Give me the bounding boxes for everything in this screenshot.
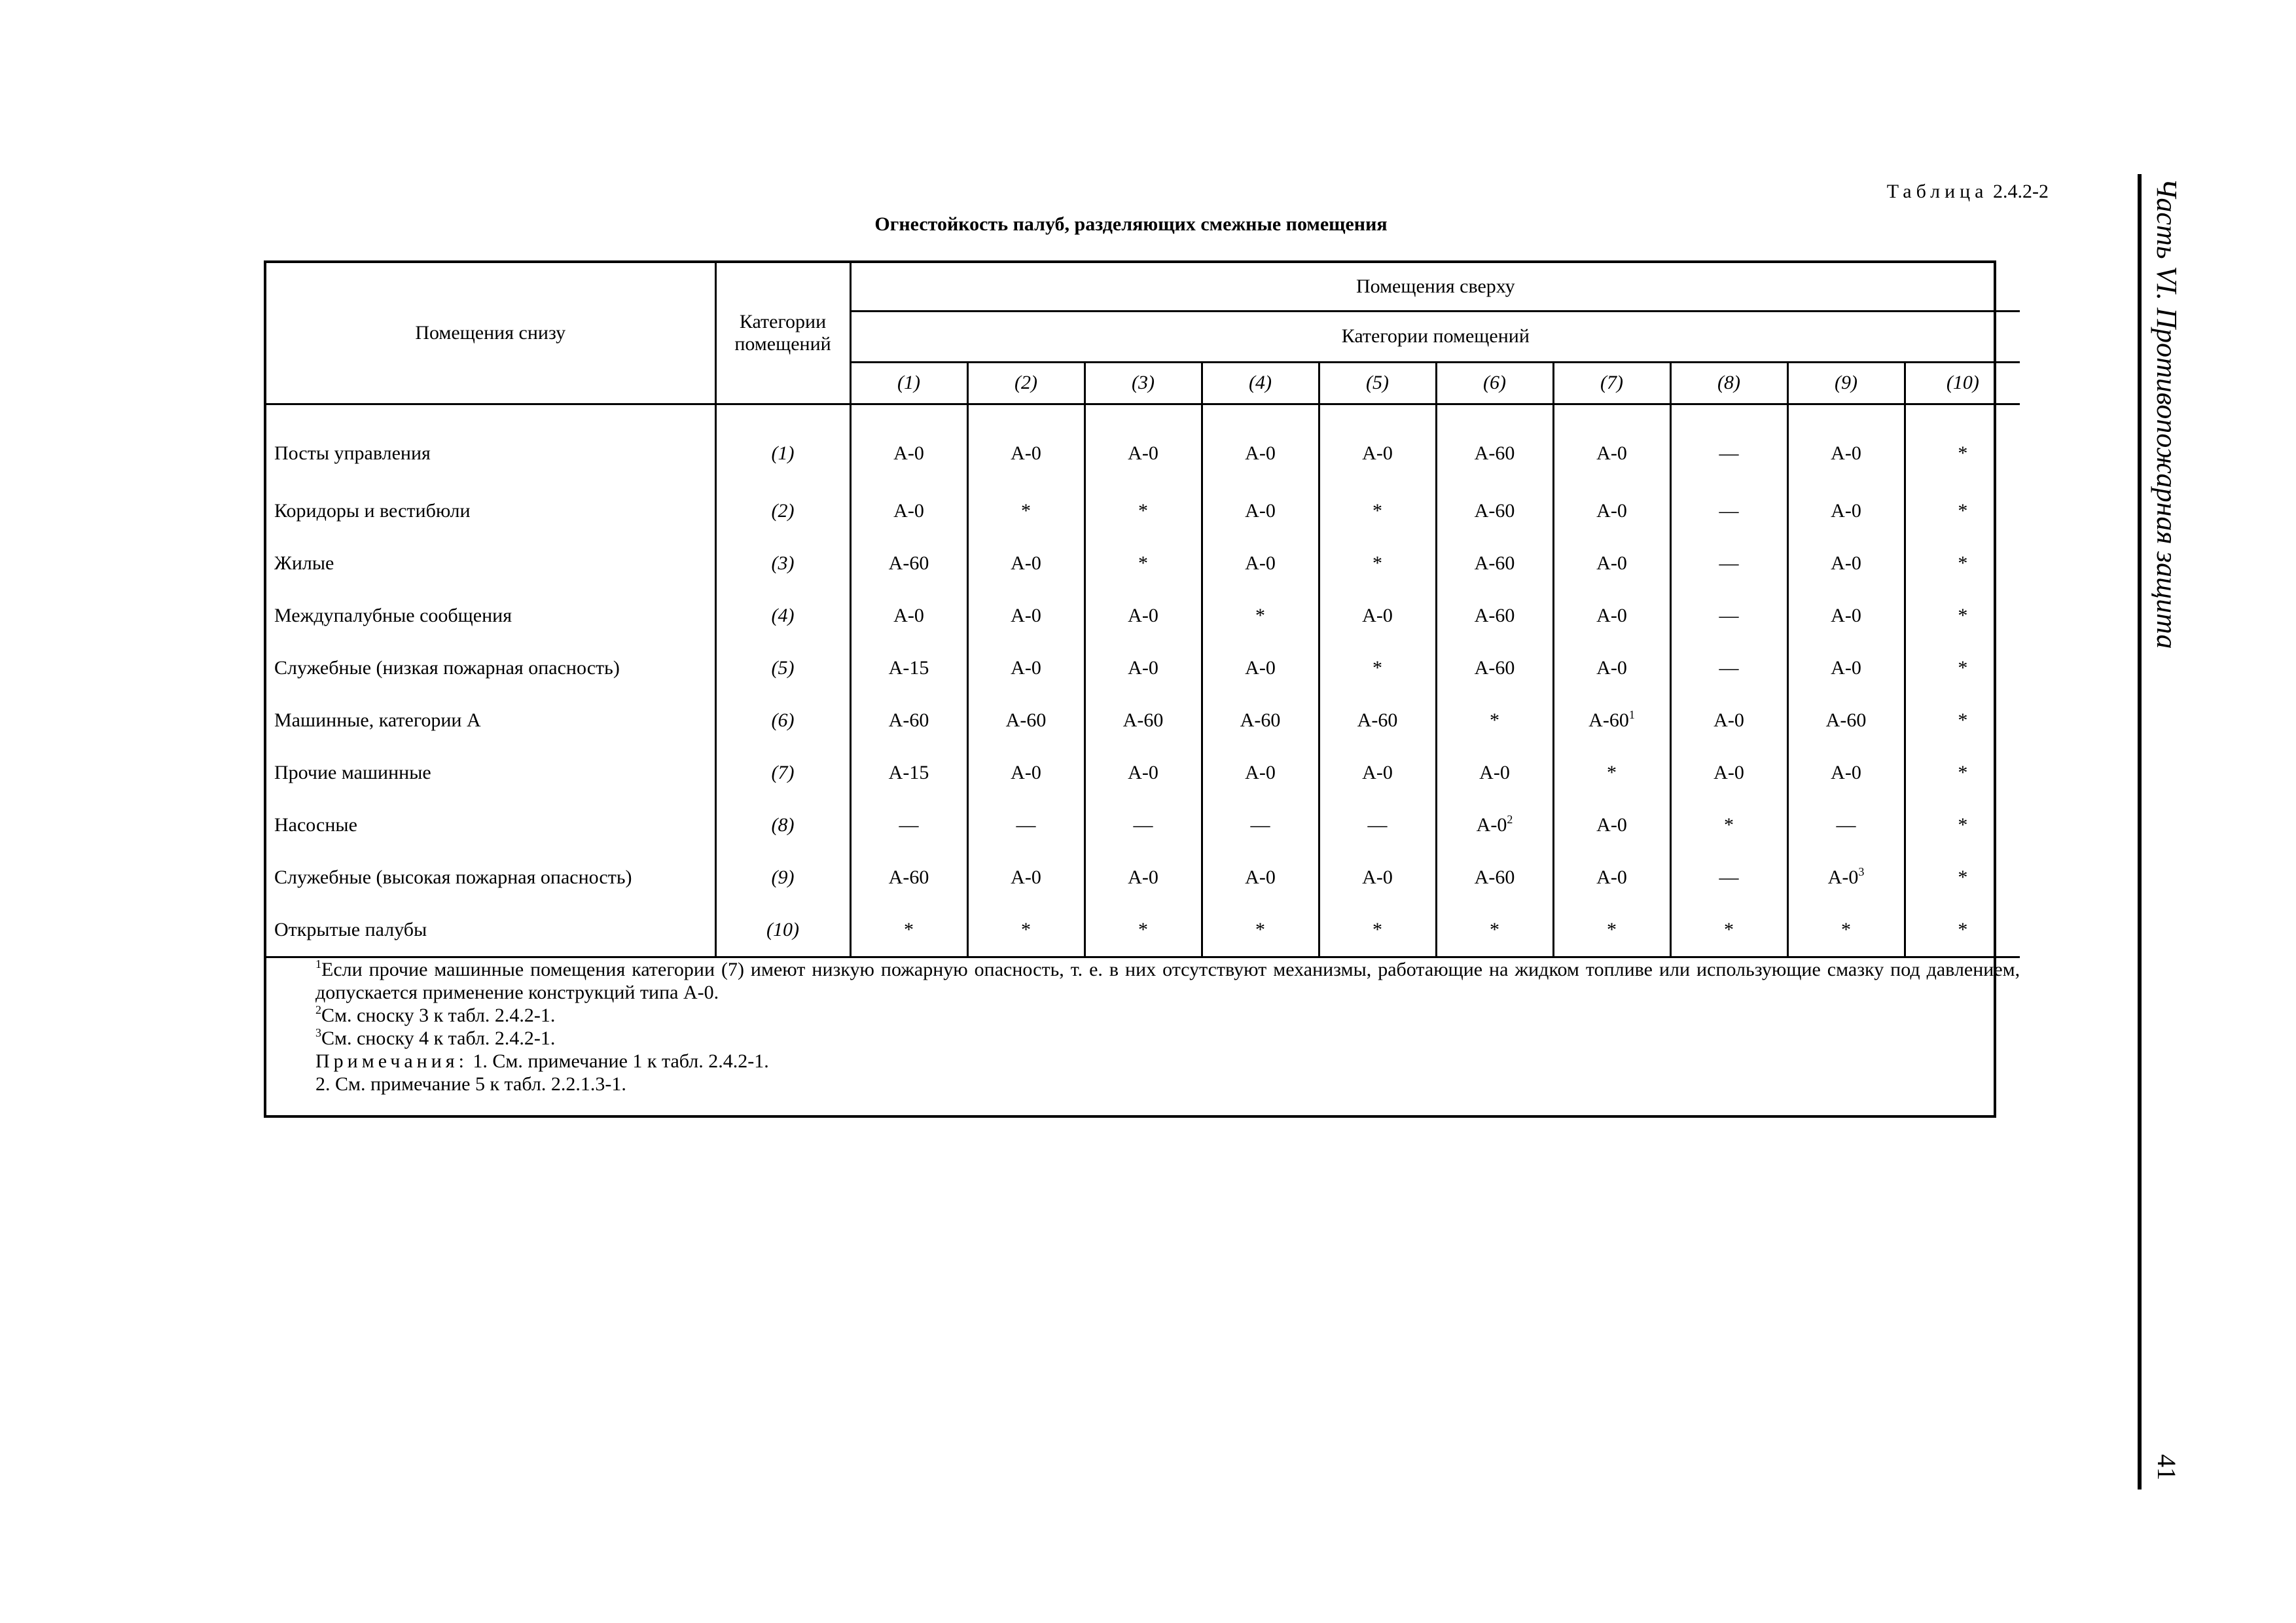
table-label-number: 2.4.2-2 xyxy=(1993,181,2049,202)
header-number: (2) xyxy=(967,362,1085,404)
cell-value: A-0 xyxy=(1011,866,1041,888)
table-cell xyxy=(1202,537,1319,590)
cell-value: A-0 xyxy=(1245,866,1276,888)
table-cell xyxy=(1319,485,1436,537)
table-cell xyxy=(967,642,1085,694)
row-category: (8) xyxy=(715,799,850,851)
table-cell xyxy=(850,904,967,957)
table-cell xyxy=(1670,485,1787,537)
cell-value: A-60 xyxy=(1005,709,1047,731)
table-cell xyxy=(1553,642,1670,694)
row-name: Посты управления xyxy=(274,442,431,464)
cell-value: A-0 xyxy=(1596,813,1627,836)
cell-value: * xyxy=(1021,499,1031,522)
table-cell xyxy=(1905,485,2020,537)
table-cell xyxy=(1787,590,1905,642)
header-number: (10) xyxy=(1905,362,2020,404)
header-number: (7) xyxy=(1553,362,1670,404)
row-name: Открытые палубы xyxy=(266,904,715,957)
table-row xyxy=(266,485,2020,537)
cell-value: — xyxy=(1367,813,1388,836)
header-room-categories: Категории помещений xyxy=(850,311,2020,362)
cell-value: * xyxy=(1724,813,1734,836)
cell-value: A-0 xyxy=(1128,761,1158,783)
table-cell xyxy=(967,404,1085,485)
table-cell xyxy=(1670,747,1787,799)
header-number: (8) xyxy=(1670,362,1787,404)
cell-value: * xyxy=(1372,918,1382,940)
cell-value: A-0 xyxy=(1479,761,1510,783)
cell-value: A-60 xyxy=(1474,866,1515,888)
cell-value: A-0 xyxy=(1831,656,1861,679)
cell-value: A-60 xyxy=(1474,552,1515,574)
cell-value: A-0 xyxy=(1831,761,1861,783)
cell-value: — xyxy=(1133,813,1153,836)
table-cell xyxy=(1319,642,1436,694)
table-cell xyxy=(850,404,967,485)
cell-value: * xyxy=(904,918,914,940)
footnote-marker: 3 xyxy=(1858,865,1865,878)
cell-value: * xyxy=(1724,918,1734,940)
cell-value: A-15 xyxy=(888,761,929,783)
table-cell xyxy=(967,904,1085,957)
table-cell xyxy=(967,799,1085,851)
table-row xyxy=(266,590,2020,642)
cell-value: A-0 xyxy=(1831,442,1861,464)
cell-value: * xyxy=(1372,656,1382,679)
header-number: (1) xyxy=(850,362,967,404)
table-cell xyxy=(1553,747,1670,799)
cell-value: A-0 xyxy=(1245,499,1276,522)
table-cell xyxy=(1085,851,1202,904)
remark-1 xyxy=(266,1050,2020,1073)
cell-value: A-0 xyxy=(1245,442,1276,464)
table-row xyxy=(266,904,2020,957)
table-cell xyxy=(1670,904,1787,957)
header-number: (5) xyxy=(1319,362,1436,404)
cell-value: A-0 xyxy=(1011,552,1041,574)
cell-value: A-0 xyxy=(893,604,924,626)
cell-value: A-60 xyxy=(1474,656,1515,679)
table-cell xyxy=(1553,799,1670,851)
table-row xyxy=(266,851,2020,904)
table-cell xyxy=(850,799,967,851)
table-cell xyxy=(1670,642,1787,694)
cell-value: — xyxy=(1719,656,1739,679)
cell-value: A-0 xyxy=(1011,442,1041,464)
row-name: Прочие машинные xyxy=(274,761,431,783)
table-cell xyxy=(1319,590,1436,642)
table-cell xyxy=(1202,590,1319,642)
table-cell xyxy=(1319,694,1436,747)
table-cell xyxy=(1202,485,1319,537)
table-cell xyxy=(1085,642,1202,694)
table-cell xyxy=(850,590,967,642)
table-cell xyxy=(1436,537,1553,590)
table-cell xyxy=(1787,404,1905,485)
table-cell xyxy=(1905,851,2020,904)
row-category: (6) xyxy=(715,694,850,747)
table-cell xyxy=(1905,799,2020,851)
cell-value: A-0 xyxy=(893,442,924,464)
table-cell xyxy=(1670,590,1787,642)
cell-value: * xyxy=(1490,709,1499,731)
table-cell xyxy=(1905,642,2020,694)
cell-value: — xyxy=(1719,552,1739,574)
table-body xyxy=(266,404,2020,957)
cell-value: * xyxy=(1958,813,1968,836)
cell-value: * xyxy=(1958,552,1968,574)
row-category: (9) xyxy=(715,851,850,904)
row-name: Служебные (высокая пожарная опасность) xyxy=(274,866,632,888)
table-label-word: Таблица xyxy=(1886,181,1988,202)
row-name: Служебные (низкая пожарная опасность) xyxy=(274,656,620,679)
table-title: Огнестойкость палуб, разделяющих смежные помещения xyxy=(874,213,1388,235)
table-row xyxy=(266,694,2020,747)
table-cell xyxy=(1085,485,1202,537)
table-cell xyxy=(1787,799,1905,851)
row-name: Жилые xyxy=(274,552,334,574)
cell-value: * xyxy=(1138,499,1148,522)
cell-value: A-60 xyxy=(1122,709,1164,731)
cell-value: A-60 xyxy=(888,552,929,574)
cell-value: * xyxy=(1958,442,1968,464)
cell-value: A-0 xyxy=(1476,813,1507,836)
table-cell xyxy=(850,642,967,694)
remark-label: Примечания: xyxy=(315,1050,468,1072)
table-cell xyxy=(850,851,967,904)
row-name: Междупалубные сообщения xyxy=(274,604,512,626)
table-cell xyxy=(1436,747,1553,799)
header-number: (9) xyxy=(1787,362,1905,404)
header-number: (3) xyxy=(1085,362,1202,404)
footnote-text: См. сноску 4 к табл. 2.4.2-1. xyxy=(321,1027,556,1049)
header-number: (4) xyxy=(1202,362,1319,404)
cell-value: A-0 xyxy=(1831,604,1861,626)
table-row xyxy=(266,404,2020,485)
cell-value: * xyxy=(1607,918,1617,940)
table-cell xyxy=(1670,694,1787,747)
footnote-text: См. сноску 3 к табл. 2.4.2-1. xyxy=(321,1004,556,1026)
footnote-3 xyxy=(266,1027,2020,1050)
cell-value: A-0 xyxy=(1596,866,1627,888)
cell-value: A-0 xyxy=(1596,499,1627,522)
cell-value: A-60 xyxy=(1474,604,1515,626)
cell-value: A-60 xyxy=(1474,442,1515,464)
row-category: (7) xyxy=(715,747,850,799)
cell-value: * xyxy=(1255,604,1265,626)
table-cell xyxy=(1553,537,1670,590)
table-cell xyxy=(1085,799,1202,851)
table-cell xyxy=(1436,404,1553,485)
table-row xyxy=(266,799,2020,851)
footnote-marker: 1 xyxy=(315,957,321,971)
table-cell xyxy=(1553,694,1670,747)
cell-value: * xyxy=(1958,918,1968,940)
header-rooms-below: Помещения снизу xyxy=(266,263,715,404)
cell-value: * xyxy=(1958,499,1968,522)
cell-value: A-0 xyxy=(1011,761,1041,783)
table-cell xyxy=(1085,694,1202,747)
cell-value: * xyxy=(1255,918,1265,940)
cell-value: * xyxy=(1958,866,1968,888)
cell-value: — xyxy=(1719,866,1739,888)
cell-value: — xyxy=(1016,813,1036,836)
table-cell xyxy=(1085,537,1202,590)
cell-value: A-0 xyxy=(1011,604,1041,626)
table-cell xyxy=(1787,904,1905,957)
cell-value: — xyxy=(899,813,919,836)
cell-value: A-0 xyxy=(1362,866,1393,888)
remark-2: 2. См. примечание 5 к табл. 2.2.1.3-1. xyxy=(315,1073,626,1095)
table-cell xyxy=(1670,537,1787,590)
cell-value: A-0 xyxy=(1596,552,1627,574)
cell-value: — xyxy=(1719,442,1739,464)
side-title: Часть VI. Противопожарная защита xyxy=(2151,178,2183,649)
margin-rule xyxy=(2138,174,2142,1489)
cell-value: * xyxy=(1372,552,1382,574)
cell-value: A-0 xyxy=(1362,604,1393,626)
table-cell xyxy=(1319,904,1436,957)
table-row xyxy=(266,537,2020,590)
cell-value: A-0 xyxy=(1128,604,1158,626)
table-cell xyxy=(1202,642,1319,694)
footnote-marker: 3 xyxy=(315,1026,321,1039)
table-cell xyxy=(1787,485,1905,537)
table-cell xyxy=(1085,747,1202,799)
cell-value: * xyxy=(1372,499,1382,522)
table-notes xyxy=(266,957,2020,1096)
table-cell xyxy=(967,485,1085,537)
table-cell xyxy=(1670,851,1787,904)
table-cell xyxy=(967,537,1085,590)
remark-text: 1. См. примечание 1 к табл. 2.4.2-1. xyxy=(473,1050,769,1072)
cell-value: A-0 xyxy=(1128,656,1158,679)
table-cell xyxy=(850,485,967,537)
cell-value: * xyxy=(1138,552,1148,574)
table-cell xyxy=(1436,799,1553,851)
table-cell xyxy=(1202,904,1319,957)
table-row xyxy=(266,642,2020,694)
cell-value: * xyxy=(1958,761,1968,783)
cell-value: A-0 xyxy=(1245,552,1276,574)
table-cell xyxy=(1553,904,1670,957)
cell-value: * xyxy=(1958,709,1968,731)
row-category: (2) xyxy=(715,485,850,537)
table-cell xyxy=(1553,590,1670,642)
footnote-2 xyxy=(266,1004,2020,1027)
table-cell xyxy=(1202,747,1319,799)
cell-value: — xyxy=(1836,813,1856,836)
cell-value: A-0 xyxy=(1827,866,1859,888)
table-cell xyxy=(1905,904,2020,957)
cell-value: A-60 xyxy=(1474,499,1515,522)
table-grid xyxy=(266,263,2020,1096)
cell-value: A-60 xyxy=(1240,709,1281,731)
header-number: (6) xyxy=(1436,362,1553,404)
table-cell xyxy=(1905,694,2020,747)
table-cell xyxy=(1202,404,1319,485)
cell-value: A-0 xyxy=(893,499,924,522)
table-cell xyxy=(1553,404,1670,485)
row-name: Машинные, категории А xyxy=(274,709,481,731)
table-cell xyxy=(967,590,1085,642)
cell-value: A-60 xyxy=(888,866,929,888)
cell-value: A-60 xyxy=(1825,709,1867,731)
cell-value: * xyxy=(1138,918,1148,940)
table-cell xyxy=(967,851,1085,904)
table-cell xyxy=(1319,537,1436,590)
cell-value: A-15 xyxy=(888,656,929,679)
cell-value: A-0 xyxy=(1128,442,1158,464)
table-cell xyxy=(1436,851,1553,904)
cell-value: A-0 xyxy=(1011,656,1041,679)
row-category: (4) xyxy=(715,590,850,642)
table-cell xyxy=(1787,747,1905,799)
table-cell xyxy=(1905,590,2020,642)
table-cell xyxy=(1787,694,1905,747)
cell-value: — xyxy=(1250,813,1270,836)
table-cell xyxy=(1905,404,2020,485)
table-cell xyxy=(1319,799,1436,851)
cell-value: A-0 xyxy=(1596,442,1627,464)
cell-value: A-0 xyxy=(1831,552,1861,574)
table-cell xyxy=(1553,851,1670,904)
row-category: (1) xyxy=(715,404,850,485)
footnote-marker: 2 xyxy=(315,1003,321,1016)
table-cell xyxy=(1787,642,1905,694)
cell-value: A-0 xyxy=(1362,442,1393,464)
cell-value: * xyxy=(1021,918,1031,940)
table-cell xyxy=(1436,485,1553,537)
table-cell xyxy=(1787,537,1905,590)
cell-value: A-0 xyxy=(1596,604,1627,626)
cell-value: — xyxy=(1719,499,1739,522)
table-cell xyxy=(1202,851,1319,904)
table-cell xyxy=(1436,642,1553,694)
footnote-text: Если прочие машинные помещения категории (7) имеют низкую пожарную опасность, т. е. в них отсутствуют механизмы, работающие на жидком топливе или использующие смазку под давлением, допускается применение конструкций типа А-0. xyxy=(315,958,2020,1003)
cell-value: — xyxy=(1719,604,1739,626)
row-name: Насосные xyxy=(274,813,357,836)
cell-value: A-0 xyxy=(1362,761,1393,783)
table-cell xyxy=(850,694,967,747)
table-cell xyxy=(1670,799,1787,851)
cell-value: * xyxy=(1490,918,1499,940)
footnote-1 xyxy=(266,958,2020,1004)
cell-value: * xyxy=(1958,604,1968,626)
cell-value: A-0 xyxy=(1831,499,1861,522)
cell-value: A-0 xyxy=(1713,761,1744,783)
cell-value: A-0 xyxy=(1245,656,1276,679)
cell-value: * xyxy=(1958,656,1968,679)
table-cell xyxy=(1202,799,1319,851)
table-cell xyxy=(850,537,967,590)
table-cell xyxy=(967,694,1085,747)
cell-value: A-60 xyxy=(1357,709,1398,731)
cell-value: A-60 xyxy=(888,709,929,731)
row-category: (5) xyxy=(715,642,850,694)
table-cell xyxy=(967,747,1085,799)
table-label xyxy=(1767,181,2049,203)
cell-value: A-0 xyxy=(1128,866,1158,888)
header-rooms-above: Помещения сверху xyxy=(850,263,2020,311)
table-cell xyxy=(1085,904,1202,957)
table-row xyxy=(266,747,2020,799)
table-cell xyxy=(1085,590,1202,642)
table-cell xyxy=(1319,851,1436,904)
table-cell xyxy=(1905,747,2020,799)
footnote-marker: 1 xyxy=(1628,707,1635,721)
table-cell xyxy=(1319,747,1436,799)
table-header xyxy=(266,263,2020,404)
page-number: 41 xyxy=(2152,1454,2181,1480)
table-cell xyxy=(1202,694,1319,747)
cell-value: A-0 xyxy=(1713,709,1744,731)
row-category: (3) xyxy=(715,537,850,590)
table-cell xyxy=(1553,485,1670,537)
row-category: (10) xyxy=(715,904,850,957)
table-cell xyxy=(1787,851,1905,904)
table-cell xyxy=(1319,404,1436,485)
footnote-marker: 2 xyxy=(1507,812,1513,826)
table-cell xyxy=(1085,404,1202,485)
table-cell xyxy=(1905,537,2020,590)
table-cell xyxy=(1436,694,1553,747)
cell-value: A-0 xyxy=(1245,761,1276,783)
cell-value: * xyxy=(1841,918,1851,940)
table-cell xyxy=(1670,404,1787,485)
header-categories: Категории помещений xyxy=(715,263,850,404)
cell-value: * xyxy=(1607,761,1617,783)
cell-value: A-0 xyxy=(1596,656,1627,679)
cell-value: A-60 xyxy=(1588,709,1629,731)
table-cell xyxy=(1436,904,1553,957)
fire-resistance-table xyxy=(264,260,2020,1118)
table-cell xyxy=(1436,590,1553,642)
table-cell xyxy=(850,747,967,799)
row-name: Коридоры и вестибюли xyxy=(274,499,471,522)
